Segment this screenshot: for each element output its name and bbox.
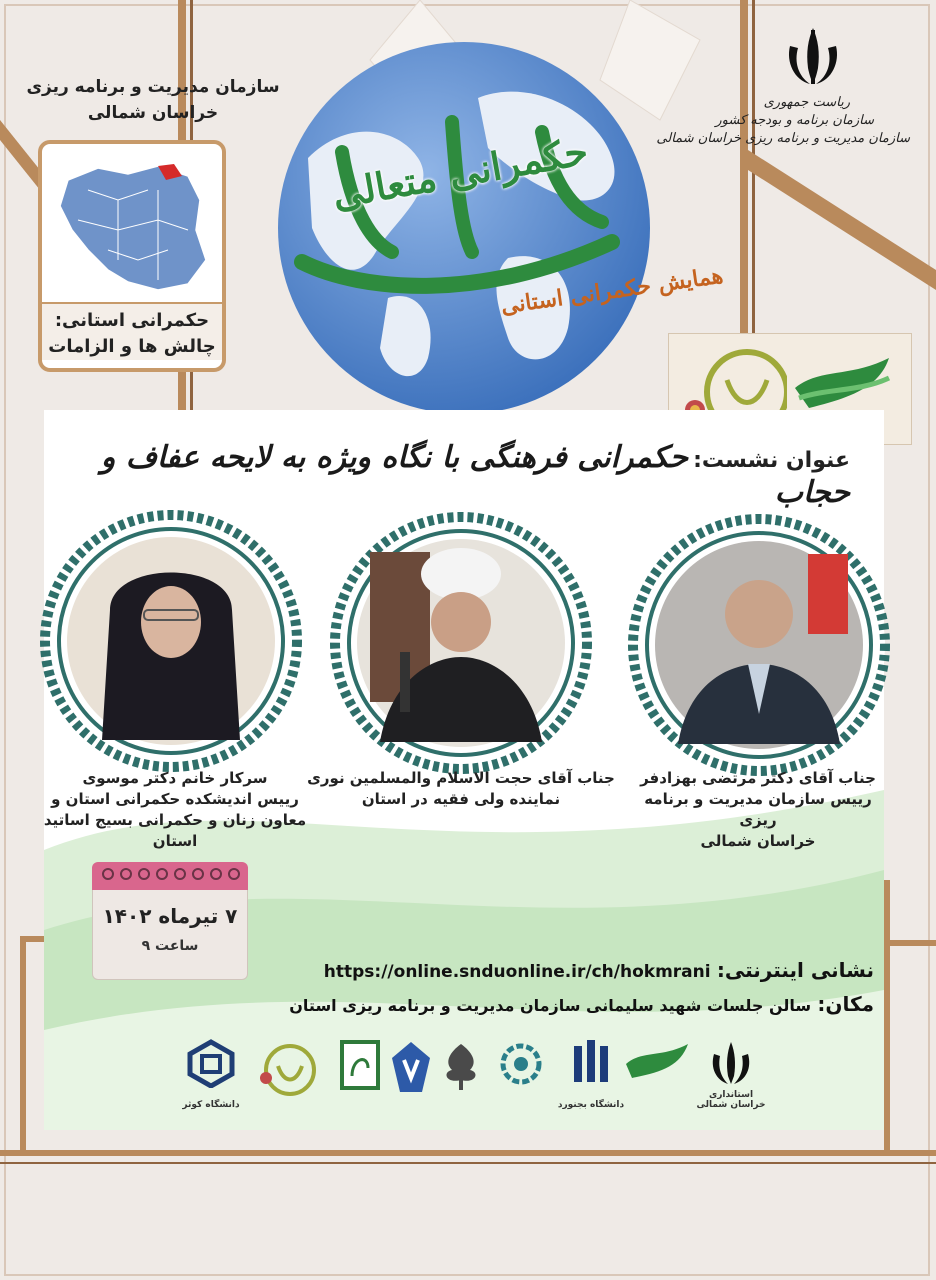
speaker-2-name: جناب آقای حجت الاسلام والمسلمین نوری (307, 769, 615, 787)
speaker-1-role-2: خراسان شمالی (700, 832, 816, 850)
venue-label: مکان: (817, 992, 874, 1016)
map-caption-line-2: چالش ها و الزامات (48, 336, 216, 357)
tree-logo-icon (432, 1038, 490, 1096)
hero-subtitle: همایش حکمرانی استانی (499, 262, 725, 320)
book-logo-icon (338, 1038, 382, 1096)
online-address-row (324, 958, 874, 982)
session-heading (60, 440, 850, 510)
speaker-3-role-1: رییس اندیشکده حکمرانی استان و (51, 790, 299, 808)
speaker-1-info (630, 768, 886, 852)
speaker-2-role-1: نماینده ولی فقیه در استان (361, 790, 561, 808)
bojnurd-caption: دانشگاه بجنورد (557, 1100, 625, 1110)
org-line-2: خراسان شمالی (87, 103, 219, 123)
gov-line-3: سازمان مدیریت و برنامه ریزی خراسان شمالی (656, 131, 910, 146)
speaker-3-photo-frame (40, 510, 302, 772)
bojnurd-university-icon (562, 1038, 620, 1088)
online-url-link[interactable]: https://online.snduonline.ir/ch/hokmrani (323, 962, 711, 982)
azad-university-icon (386, 1038, 436, 1096)
basij-bottom-logo (622, 1038, 692, 1108)
event-time: ساعت ۹ (141, 938, 199, 954)
calendar-rings-icon (100, 864, 240, 884)
ostandari-emblem-icon (702, 1038, 760, 1088)
venue-value: سالن جلسات شهید سلیمانی سازمان مدیریت و برنامه ریزی استان (289, 996, 812, 1015)
iran-map-card (38, 140, 226, 372)
map-caption (42, 302, 222, 360)
calendar-body (92, 876, 248, 980)
date-calendar (92, 862, 248, 980)
session-label: عنوان نشست: (693, 448, 850, 473)
hero-title: حکمرانی متعالی (328, 127, 592, 218)
iran-map-icon (48, 150, 216, 298)
ostandari-caption: استانداری خراسان شمالی (696, 1090, 766, 1110)
hokmrani-school-bottom-logo (256, 1038, 318, 1108)
session-title: حکمرانی فرهنگی با نگاه ویژه به لایحه عفاف و حجاب (100, 440, 850, 510)
gov-header (656, 94, 910, 148)
kosar-caption: دانشگاه کوثر (182, 1100, 240, 1110)
speaker-1-name: جناب آقای دکتر مرتضی بهزادفر (640, 769, 876, 787)
iran-emblem-icon (778, 22, 848, 92)
speaker-2-photo-frame (330, 512, 592, 774)
speaker-1-photo-frame (628, 514, 890, 776)
gov-line-2: سازمان برنامه و بودجه کشور (715, 113, 874, 128)
ostandari-logo (696, 1038, 766, 1110)
gov-line-1: ریاست جمهوری (763, 95, 850, 110)
map-caption-line-1: حکمرانی استانی: (54, 310, 210, 331)
sponsor-logos-strip (182, 1038, 766, 1114)
speaker-3-role-2: معاون زنان و حکمرانی بسیج اساتید استان (43, 811, 307, 850)
planning-org-icon (492, 1038, 550, 1096)
kosar-university-icon (182, 1038, 240, 1088)
org-line-1: سازمان مدیریت و برنامه ریزی (26, 77, 280, 97)
kosar-university-logo (182, 1038, 240, 1108)
basij-bottom-icon (622, 1038, 692, 1088)
event-date: ۷ تیرماه ۱۴۰۲ (102, 904, 238, 928)
speaker-3-info (20, 768, 330, 852)
speaker-3-name: سرکار خانم دکتر موسوی (82, 769, 268, 787)
bojnurd-university-logo (557, 1038, 625, 1110)
green-book-logo (324, 1038, 382, 1108)
azad-university-logo (378, 1038, 436, 1108)
speaker-2-info (300, 768, 622, 810)
venue-row (289, 992, 874, 1016)
online-label: نشانی اینترنتی: (716, 958, 874, 982)
hokmrani-school-bottom-icon (256, 1038, 318, 1098)
org-name-top-left (18, 74, 288, 126)
research-center-logo (432, 1038, 490, 1108)
planning-org-logo (492, 1038, 550, 1108)
speaker-1-role-1: رییس سازمان مدیریت و برنامه ریزی (644, 790, 872, 829)
